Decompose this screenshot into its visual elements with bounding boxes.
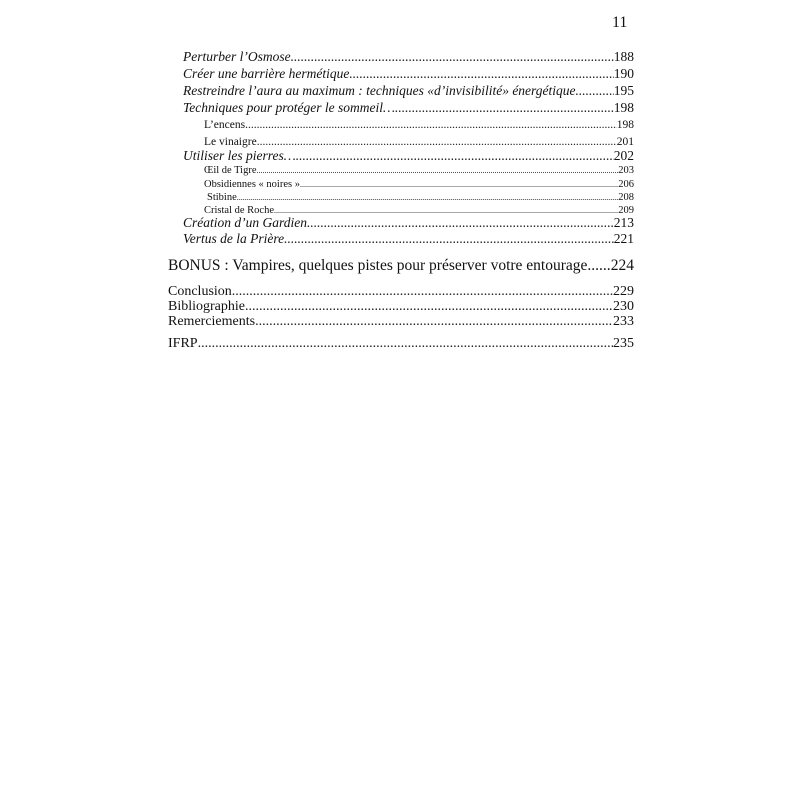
toc-entry-page: 208 — [618, 192, 634, 203]
dot-leader — [287, 231, 613, 247]
dot-leader — [291, 49, 614, 65]
toc-entry-title: Conclusion — [168, 284, 232, 299]
toc-entry-title: Techniques pour protéger le sommeil… — [183, 100, 395, 115]
toc-entry-title: Obsidiennes « noires » — [204, 179, 300, 190]
dot-leader — [395, 100, 614, 116]
toc-entry-title: Vertus de la Prière. — [183, 231, 288, 246]
toc-entry-title: Perturber l’Osmose — [183, 49, 291, 64]
toc-entry-page: 221 — [613, 231, 634, 246]
toc-entry-title: BONUS : Vampires, quelques pistes pour préserver votre entourage — [168, 257, 588, 274]
toc-entry-page: 213 — [613, 215, 634, 230]
toc-entry — [183, 231, 634, 247]
toc-entry-title: Création d’un Gardien. — [183, 215, 311, 230]
dot-leader — [587, 257, 610, 275]
toc-entry — [183, 49, 634, 65]
toc-entry-title: Cristal de Roche — [204, 205, 274, 216]
toc-chapter — [168, 257, 634, 275]
toc-entry-title: L’encens — [204, 119, 246, 131]
dot-leader — [310, 215, 613, 231]
toc-entry-page: 188 — [613, 49, 634, 64]
dot-leader — [232, 284, 613, 300]
toc-entry-title: Œil de Tigre — [204, 165, 257, 176]
toc-entry-title: Remerciements — [168, 314, 256, 329]
toc-entry — [183, 100, 634, 116]
toc-entry-page: 233 — [613, 314, 634, 329]
toc-entry-title: Stibine — [207, 192, 237, 203]
dot-leader — [245, 299, 613, 315]
toc-entry-page: 230 — [613, 299, 634, 314]
dot-leader — [296, 148, 614, 164]
toc-entry-page: 229 — [613, 284, 634, 299]
toc-entry — [183, 83, 634, 99]
toc-entry-page: 195 — [613, 83, 634, 98]
dot-leader — [198, 336, 613, 352]
toc-entry-title: Bibliographie — [168, 299, 245, 314]
toc-entry-title: IFRP — [168, 336, 198, 351]
toc-chapter — [168, 314, 634, 330]
toc-entry — [183, 148, 634, 164]
page-number: 11 — [612, 14, 628, 31]
dot-leader — [257, 163, 619, 178]
toc-entry-title: Créer une barrière hermétique — [183, 66, 350, 81]
toc-entry — [183, 66, 634, 82]
toc-subentry — [204, 163, 634, 178]
toc-entry-page: 198 — [613, 100, 634, 115]
toc-chapter — [168, 284, 634, 300]
dot-leader — [576, 83, 614, 99]
toc-entry-page: 190 — [613, 66, 634, 81]
toc-entry-title: Le vinaigre — [204, 136, 257, 148]
toc-chapter — [168, 336, 634, 352]
toc-entry-page: 198 — [616, 119, 634, 131]
toc-subentry — [204, 118, 634, 133]
toc-entry-title: Utiliser les pierres… — [183, 148, 296, 163]
toc-entry-page: 206 — [618, 179, 634, 190]
dot-leader — [255, 314, 613, 330]
toc-entry — [183, 215, 634, 231]
toc-entry-page: 235 — [613, 336, 634, 351]
toc-chapter — [168, 299, 634, 315]
dot-leader — [245, 118, 617, 133]
toc-entry-page: 224 — [610, 257, 634, 274]
toc-entry-page: 201 — [616, 136, 634, 148]
toc-entry-title: Restreindre l’aura au maximum : techniques «d’invisibilité» énergétique — [183, 83, 576, 98]
toc-entry-page: 202 — [613, 148, 634, 163]
toc-entry-page: 209 — [618, 205, 634, 216]
toc-entry-page: 203 — [618, 165, 634, 176]
dot-leader — [349, 66, 613, 82]
